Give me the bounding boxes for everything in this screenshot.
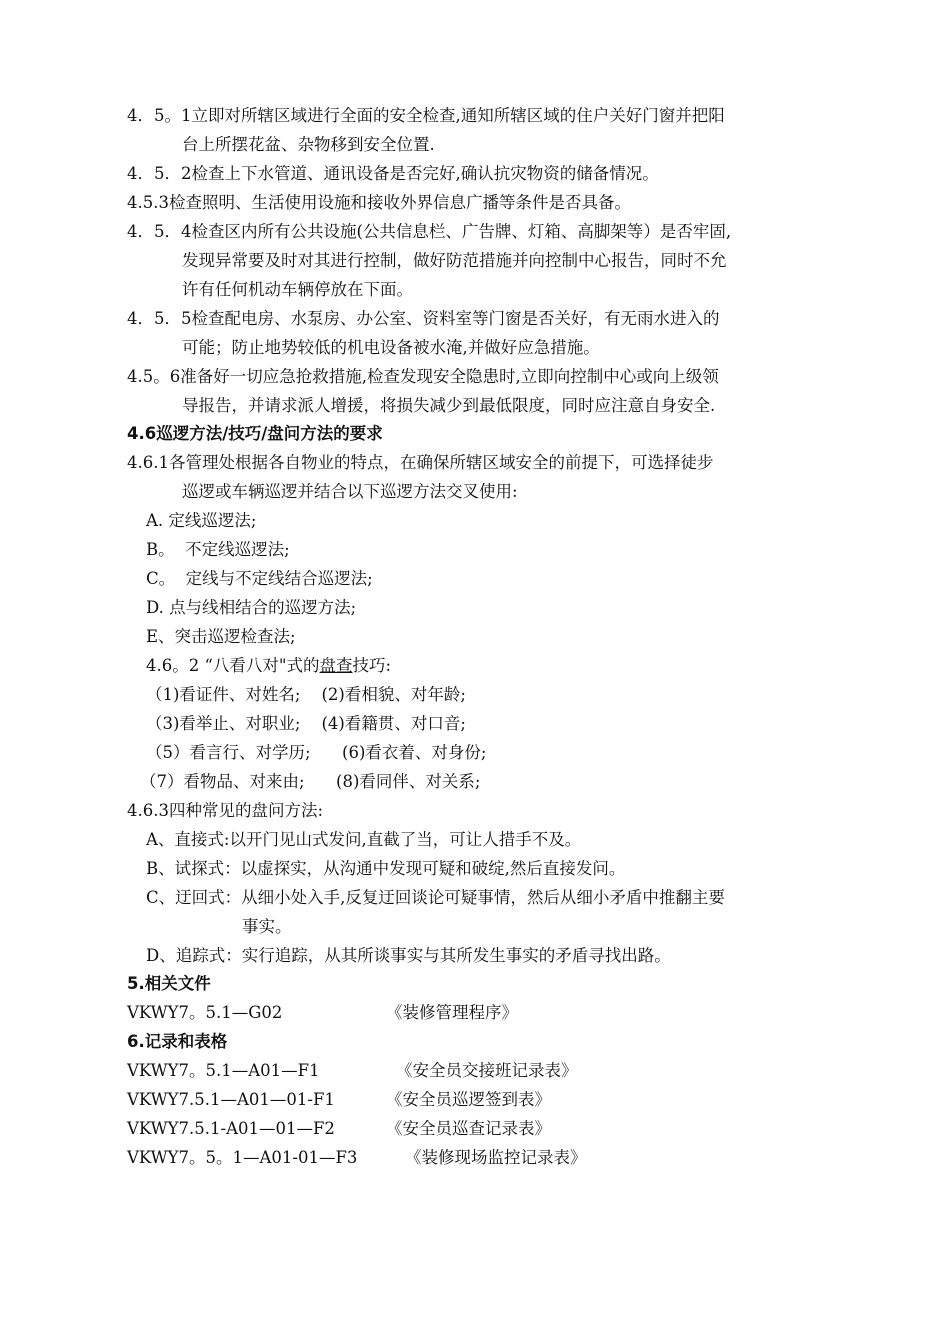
para-4-5-4-line1: 4．5．4检查区内所有公共设施(公共信息栏、广告牌、灯箱、高脚架等）是否牢固, <box>127 222 732 241</box>
form-title: 《安全员交接班记录表》 <box>396 1061 578 1080</box>
doc-code: VKWY7。5.1—G02 <box>127 1003 283 1022</box>
ask-method-d: D、追踪式：实行追踪，从其所谈事实与其所发生事实的矛盾寻找出路。 <box>146 946 671 965</box>
para-4-6-2 <box>146 655 391 677</box>
form-title: 《装修现场监控记录表》 <box>405 1148 587 1167</box>
ask-method-c-line2: 事实。 <box>242 917 292 936</box>
section-6-heading: 6.记录和表格 <box>127 1032 228 1051</box>
para-4-6-3: 4.6.3四种常见的盘问方法: <box>127 801 324 820</box>
form-title: 《安全员巡查记录表》 <box>386 1119 551 1138</box>
ask-method-b: B、试探式：以虚探实，从沟通中发现可疑和破绽,然后直接发问。 <box>146 859 626 878</box>
para-4-5-5-line1: 4．5．5检查配电房、水泵房、办公室、资料室等门窗是否关好，有无雨水进入的 <box>127 309 720 328</box>
doc-title: 《装修管理程序》 <box>386 1003 518 1022</box>
method-item: D. 点与线相结合的巡逻方法; <box>146 598 357 617</box>
para-4-5-1-line1: 4．5。1立即对所辖区域进行全面的安全检查,通知所辖区域的住户关好门窗并把阳 <box>127 106 725 125</box>
para-4-6-2-prefix: 4.6。2 “八看八对"式的 <box>146 656 320 675</box>
para-4-5-3: 4.5.3检查照明、生活使用设施和接收外界信息广播等条件是否具备。 <box>127 193 631 212</box>
form-code: VKWY7。5。1—A01-01—F3 <box>127 1148 358 1167</box>
para-4-6-2-underlined: 盘查 <box>319 656 353 675</box>
para-4-6-1-line1: 4.6.1各管理处根据各自物业的特点，在确保所辖区域安全的前提下，可选择徒步 <box>127 453 714 472</box>
para-4-5-5-line2: 可能；防止地势较低的机电设备被水淹,并做好应急措施。 <box>182 338 600 357</box>
check-item: （5）看言行、对学历; (6)看衣着、对身份; <box>146 743 487 762</box>
para-4-5-1-line2: 台上所摆花盆、杂物移到安全位置. <box>182 135 435 154</box>
para-4-6-2-suffix: 技巧: <box>352 656 392 675</box>
ask-method-a: A、直接式:以开门见山式发问,直截了当，可让人措手不及。 <box>146 830 582 849</box>
form-code: VKWY7.5.1—A01—01-F1 <box>127 1090 335 1109</box>
ask-method-c-line1: C、迂回式：从细小处入手,反复迂回谈论可疑事情，然后从细小矛盾中推翻主要 <box>146 888 725 907</box>
form-code: VKWY7.5.1-A01—01—F2 <box>127 1119 335 1138</box>
check-item: （7）看物品、对来由; (8)看同伴、对关系; <box>140 772 481 791</box>
para-4-5-4-line3: 许有任何机动车辆停放在下面。 <box>182 280 413 299</box>
form-title: 《安全员巡逻签到表》 <box>386 1090 551 1109</box>
method-item: B。 不定线巡逻法; <box>146 540 290 559</box>
check-item: （1)看证件、对姓名; (2)看相貌、对年龄; <box>146 685 466 704</box>
para-4-6-1-line2: 巡逻或车辆巡逻并结合以下巡逻方法交叉使用: <box>182 482 518 501</box>
method-item: A. 定线巡逻法; <box>146 511 257 530</box>
method-item: E、突击巡逻检查法; <box>146 627 296 646</box>
method-item: C。 定线与不定线结合巡逻法; <box>146 569 373 588</box>
para-4-5-6-line2: 导报告，并请求派人增援，将损失减少到最低限度，同时应注意自身安全. <box>182 396 716 415</box>
section-5-heading: 5.相关文件 <box>127 974 211 993</box>
para-4-5-4-line2: 发现异常要及时对其进行控制，做好防范措施并向控制中心报告，同时不允 <box>182 251 727 270</box>
para-4-5-6-line1: 4.5。6准备好一切应急抢救措施,检查发现安全隐患时,立即向控制中心或向上级领 <box>127 367 719 386</box>
para-4-5-2: 4．5．2检查上下水管道、通讯设备是否完好,确认抗灾物资的储备情况。 <box>127 164 659 183</box>
check-item: （3)看举止、对职业; (4)看籍贯、对口音; <box>146 714 466 733</box>
section-4-6-heading: 4.6巡逻方法/技巧/盘问方法的要求 <box>127 424 383 443</box>
form-code: VKWY7。5.1—A01—F1 <box>127 1061 320 1080</box>
